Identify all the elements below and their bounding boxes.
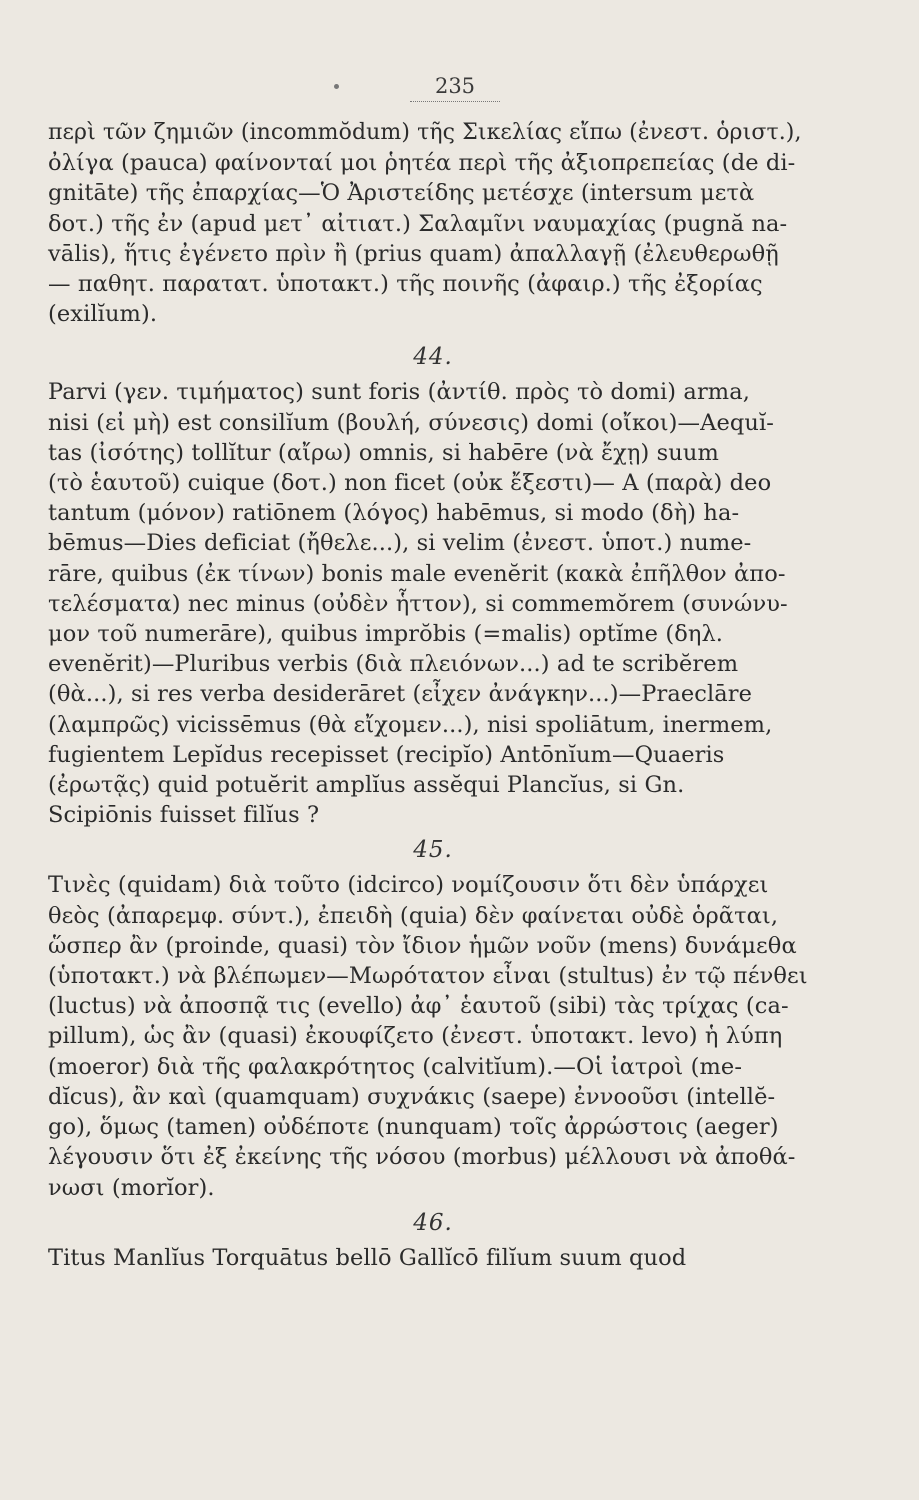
text-line: λέγουσιν ὅτι ἐξ ἐκείνης τῆς νόσου (morbus) μέλλουσι νὰ ἀποθά- <box>48 1144 796 1171</box>
text-line: νωσι (morĭor). <box>48 1174 215 1201</box>
text-line: Scipiōnis fuisset filĭus ? <box>48 802 320 829</box>
text-line: ὥσπερ ἂν (proinde, quasi) τὸν ἴδιον ἡμῶν νοῦν (mens) δυνάμεθα <box>48 932 797 959</box>
text-line: ὀλίγα (pauca) φαίνονταί μοι ῥητέα περὶ τῆς ἀξιοπρεπείας (de di- <box>48 150 796 177</box>
text-line: — παθητ. παρατατ. ὑποτακτ.) τῆς ποινῆς (ἀφαιρ.) τῆς ἐξορίας <box>48 271 763 298</box>
section-45-text <box>48 870 818 1202</box>
text-line: rāre, quibus (ἐκ τίνων) bonis male evenĕrit (κακὰ ἐπῆλθον ἀπο- <box>48 560 786 587</box>
text-line: (ἐρωτᾷς) quid potuĕrit amplĭus assĕqui Plancĭus, si Gn. <box>48 772 685 799</box>
text-line: (τὸ ἑαυτοῦ) cuique (δοτ.) non ficet (οὐκ ἔξεστι)— A (παρὰ) deo <box>48 470 772 497</box>
page-number: 235 <box>410 74 500 102</box>
text-line: tantum (μόνον) ratiōnem (λόγος) habēmus, si modo (δὴ) ha- <box>48 500 740 527</box>
text-line: (luctus) νὰ ἀποσπᾷ τις (evello) ἀφ᾽ ἑαυτοῦ (sibi) τὰς τρίχας (ca- <box>48 993 789 1020</box>
text-line: evenĕrit)—Pluribus verbis (διὰ πλειόνων...) ad te scribĕrem <box>48 651 739 678</box>
text-line: Τινὲς (quidam) διὰ τοῦτο (idcirco) νομίζουσιν ὅτι δὲν ὑπάρχει <box>48 872 769 899</box>
section-46-text <box>48 1243 818 1273</box>
text-line: περὶ τῶν ζημιῶν (incommŏdum) τῆς Σικελίας εἴπω (ἐνεστ. ὁριστ.), <box>48 120 802 145</box>
text-line: bēmus—Dies deficiat (ἤθελε...), si velim (ἐνεστ. ὑποτ.) nume- <box>48 530 752 557</box>
text-line: vālis), ἥτις ἐγένετο πρὶν ἢ (prius quam) ἀπαλλαγῇ (ἐλευθερωθῇ <box>48 240 779 267</box>
text-line: gnitāte) τῆς ἐπαρχίας—Ὁ Ἀριστείδης μετέσχε (intersum μετὰ <box>48 180 755 207</box>
text-line: (λαμπρῶς) vicissēmus (θὰ εἴχομεν...), nisi spoliātum, inermem, <box>48 711 773 738</box>
text-line: (exilĭum). <box>48 301 158 328</box>
text-line: (θὰ...), si res verba desiderāret (εἶχεν ἀνάγκην...)—Praeclāre <box>48 681 753 708</box>
ink-dot <box>334 84 339 89</box>
text-line: θεὸς (ἀπαρεμφ. σύντ.), ἐπειδὴ (quia) δὲν φαίνεται οὐδὲ ὁρᾶται, <box>48 902 779 929</box>
text-line: dĭcus), ἂν καὶ (quamquam) συχνάκις (saepe) ἐννοοῦσι (intellĕ- <box>48 1083 776 1110</box>
page-body <box>48 118 818 1273</box>
text-line: pillum), ὡς ἂν (quasi) ἐκουφίζετο (ἐνεστ. ὑποτακτ. levo) ἡ λύπη <box>48 1023 783 1050</box>
text-line: Parvi (γεν. τιμήματος) sunt foris (ἀντίθ. πρὸς τὸ domi) arma, <box>48 379 750 406</box>
paragraph-intro <box>48 118 818 329</box>
section-heading-44: 44. <box>413 344 453 371</box>
text-line: δοτ.) τῆς ἐν (apud μετ᾽ αἰτιατ.) Σαλαμῖνι ναυμαχίας (pugnă na- <box>48 210 788 237</box>
text-line: (moeror) διὰ τῆς φαλακρότητος (calvitĭum).—Οἱ ἰατροὶ (me- <box>48 1053 743 1080</box>
section-heading-46: 46. <box>413 1209 453 1236</box>
text-line: tas (ἰσότης) tollĭtur (αἴρω) omnis, si habēre (νὰ ἔχῃ) suum <box>48 439 719 466</box>
section-44-text <box>48 377 818 830</box>
text-line: Titus Manlĭus Torquātus bellō Gallĭcō filĭum suum quod <box>48 1244 687 1271</box>
text-line: μον τοῦ numerāre), quibus imprŏbis (=malis) optĭme (δηλ. <box>48 621 724 648</box>
text-line: (ὑποτακτ.) νὰ βλέπωμεν—Μωρότατον εἶναι (stultus) ἐν τῷ πένθει <box>48 963 808 990</box>
section-heading-45: 45. <box>413 837 453 864</box>
text-line: τελέσματα) nec minus (οὐδὲν ἧττον), si commemŏrem (συνώνυ- <box>48 590 788 617</box>
text-line: nisi (εἰ μὴ) est consilĭum (βουλή, σύνεσις) domi (οἴκοι)—Aequĭ- <box>48 409 775 436</box>
text-line: go), ὅμως (tamen) οὐδέποτε (nunquam) τοῖς ἀρρώστοις (aeger) <box>48 1114 779 1141</box>
text-line: fugientem Lepĭdus recepisset (recipĭo) Antōnĭum—Quaeris <box>48 741 725 768</box>
